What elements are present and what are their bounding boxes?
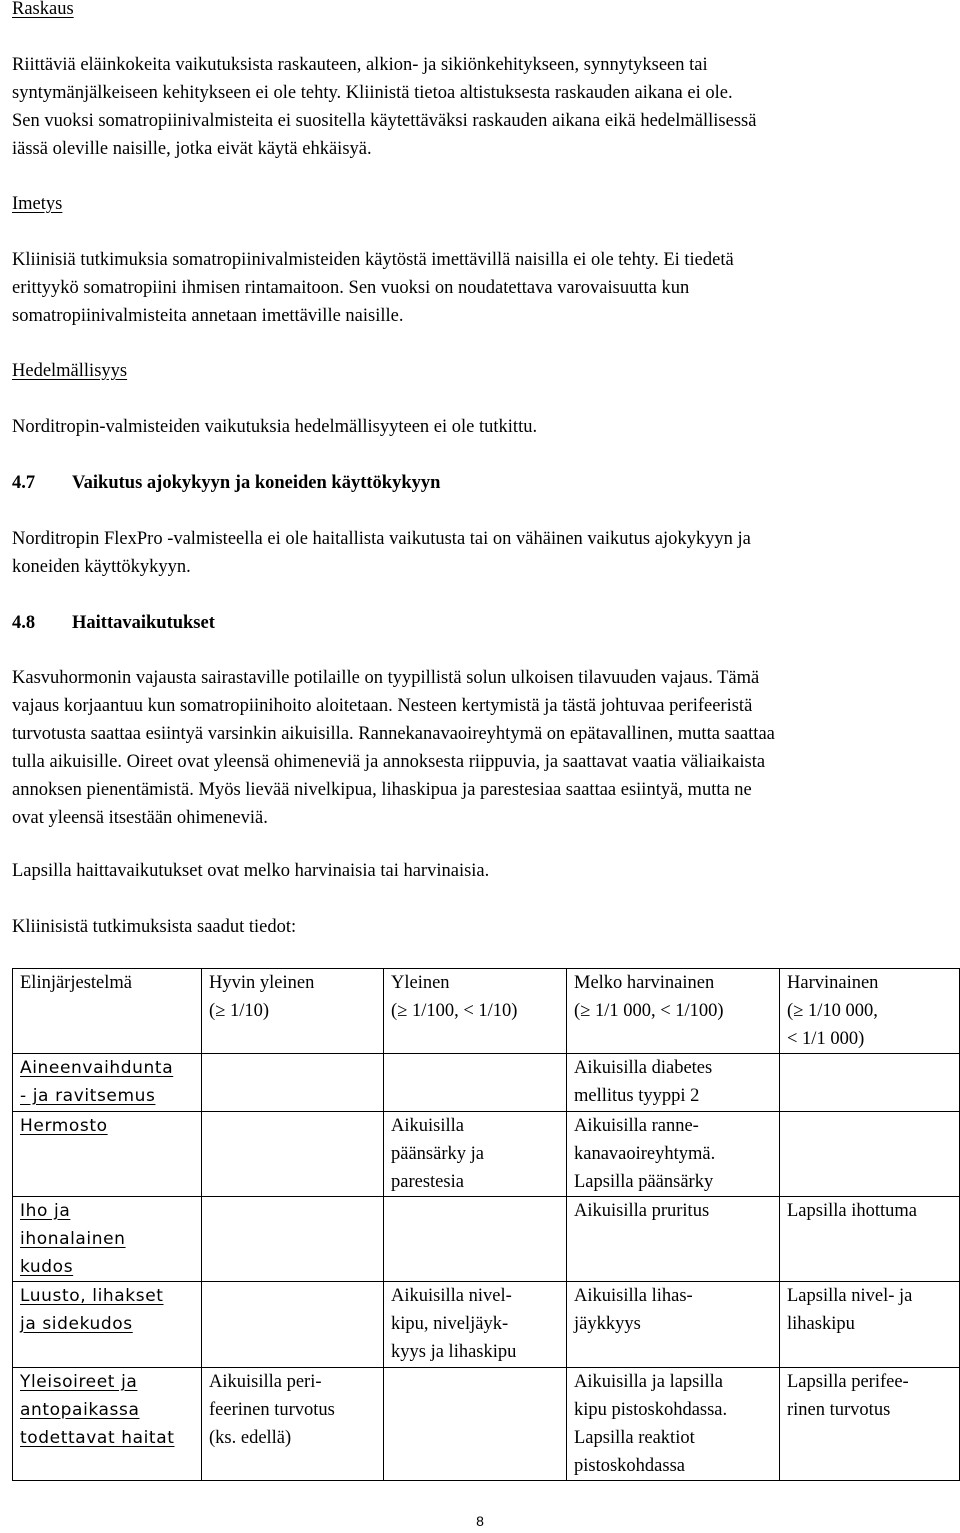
text-line: Sen vuoksi somatropiinivalmisteita ei suositella käytettäväksi raskauden aikana eikä hedelmällisessä (12, 111, 757, 131)
cell-text-line: Aikuisilla ranne- (574, 1116, 699, 1136)
table-cell-organ-class (13, 1112, 202, 1197)
cell-text-line: Aikuisilla pruritus (574, 1201, 710, 1221)
cell-text-line: < 1/1 000) (787, 1029, 865, 1049)
section-number: 4.7 (12, 473, 36, 493)
paragraph-4-8 (12, 664, 775, 832)
paragraph-imetys (12, 246, 734, 330)
paragraph-raskaus (12, 51, 756, 163)
text-line: Riittäviä eläinkokeita vaikutuksista raskauteen, alkion- ja sikiönkehitykseen, synnytykseen tai (12, 55, 708, 75)
table-cell-organ-class (13, 1282, 202, 1368)
cell-text-line: (≥ 1/1 000, < 1/100) (574, 1001, 724, 1021)
cell-text-line: kipu, niveljäyk- (391, 1314, 509, 1334)
cell-text-line: ihonalainen (20, 1229, 126, 1249)
cell-text-line: Aikuisilla lihas- (574, 1286, 693, 1306)
text-line: annoksen pienentämistä. Myös lievää nivelkipua, lihaskipua ja parestesiaa saattaa esiintyä, mutta ne (12, 780, 752, 800)
table-cell-very-common (202, 1368, 384, 1481)
heading-raskaus: Raskaus (12, 0, 74, 19)
section-heading-4-8 (12, 609, 215, 637)
cell-text-line: Aikuisilla peri- (209, 1372, 322, 1392)
table-cell-very-common (202, 1054, 384, 1112)
table-cell-uncommon (567, 1112, 780, 1197)
cell-text-line: Luusto, lihakset (20, 1286, 164, 1306)
table-cell-common (384, 1197, 567, 1282)
cell-text-line: Lapsilla ihottuma (787, 1201, 917, 1221)
cell-text-line: Lapsilla nivel- ja (787, 1286, 913, 1306)
table-cell-very-common (202, 969, 384, 1054)
cell-text-line: (≥ 1/10) (209, 1001, 269, 1021)
cell-text-line: Hermosto (20, 1116, 108, 1136)
section-title: Haittavaikutukset (72, 613, 215, 633)
text-line: Norditropin FlexPro -valmisteella ei ole haitallista vaikutusta tai on vähäinen vaikutus ajokykyyn ja (12, 529, 751, 549)
table-body (13, 969, 960, 1481)
table-cell-organ-class (13, 1197, 202, 1282)
table-cell-common (384, 1368, 567, 1481)
table-cell-uncommon (567, 1054, 780, 1112)
text-line: somatropiinivalmisteita annetaan imettäville naisille. (12, 306, 404, 326)
page-number: 8 (476, 1513, 484, 1529)
cell-text-line: parestesia (391, 1172, 464, 1192)
table-cell-organ-class (13, 1368, 202, 1481)
cell-text-line: Aikuisilla (391, 1116, 464, 1136)
text-line: iässä oleville naisille, jotka eivät käytä ehkäisyä. (12, 139, 372, 159)
section-title: Vaikutus ajokykyyn ja koneiden käyttökykyyn (72, 473, 441, 493)
heading-hedelmallisyys: Hedelmällisyys (12, 361, 128, 381)
cell-text-line: Elinjärjestelmä (20, 973, 132, 993)
table-cell-organ-class (13, 969, 202, 1054)
cell-text-line: Lapsilla perifee- (787, 1372, 909, 1392)
table-row (13, 1054, 960, 1112)
table-cell-uncommon (567, 1197, 780, 1282)
cell-text-line: kyys ja lihaskipu (391, 1342, 517, 1362)
cell-text-line: rinen turvotus (787, 1400, 891, 1420)
paragraph-hedelmallisyys (12, 413, 537, 441)
table-cell-rare (780, 1282, 960, 1368)
cell-text-line: Aineenvaihdunta (20, 1058, 174, 1078)
cell-text-line: Harvinainen (787, 973, 879, 993)
adverse-effects-table (12, 968, 960, 1481)
table-row (13, 1282, 960, 1368)
table-cell-common (384, 1112, 567, 1197)
cell-text-line: Aikuisilla diabetes (574, 1058, 713, 1078)
cell-text-line: jäykkyys (574, 1314, 641, 1334)
cell-text-line: pistoskohdassa (574, 1456, 685, 1476)
cell-text-line: Aikuisilla nivel- (391, 1286, 512, 1306)
cell-text-line: (≥ 1/100, < 1/10) (391, 1001, 518, 1021)
cell-text-line: Aikuisilla ja lapsilla (574, 1372, 724, 1392)
heading-imetys: Imetys (12, 194, 63, 214)
text-line: ovat yleensä itsestään ohimeneviä. (12, 808, 268, 828)
table-cell-uncommon (567, 1282, 780, 1368)
table-cell-common (384, 1282, 567, 1368)
table-cell-very-common (202, 1112, 384, 1197)
text-line: erittyykö somatropiini ihmisen rintamaitoon. Sen vuoksi on noudatettava varovaisuutta kun (12, 278, 690, 298)
cell-text-line: kudos (20, 1257, 74, 1277)
table-cell-rare (780, 1368, 960, 1481)
text-line: tulla aikuisille. Oireet ovat yleensä ohimeneviä ja annoksesta riippuvia, ja saattavat vaatia väliaikaista (12, 752, 766, 772)
table-cell-rare (780, 1054, 960, 1112)
cell-text-line: (≥ 1/10 000, (787, 1001, 878, 1021)
cell-text-line: kipu pistoskohdassa. (574, 1400, 728, 1420)
table-cell-uncommon (567, 969, 780, 1054)
text-line: Kasvuhormonin vajausta sairastaville potilaille on tyypillistä solun ulkoisen tilavuuden vajaus. Tämä (12, 668, 760, 688)
table-cell-rare (780, 969, 960, 1054)
table-cell-very-common (202, 1282, 384, 1368)
text-line: koneiden käyttökykyyn. (12, 557, 191, 577)
cell-text-line: todettavat haitat (20, 1428, 175, 1448)
table-cell-rare (780, 1197, 960, 1282)
table-row (13, 1112, 960, 1197)
cell-text-line: Iho ja (20, 1201, 71, 1221)
text-line: Norditropin-valmisteiden vaikutuksia hedelmällisyyteen ei ole tutkittu. (12, 417, 538, 437)
cell-text-line: (ks. edellä) (209, 1428, 292, 1448)
text-line: turvotusta saattaa esiintyä varsinkin aikuisilla. Rannekanavaoireyhtymä on epätavallinen, mutta saattaa (12, 724, 775, 744)
children-note: Lapsilla haittavaikutukset ovat melko harvinaisia tai harvinaisia. (12, 861, 490, 881)
cell-text-line: Lapsilla reaktiot (574, 1428, 695, 1448)
clinical-note: Kliinisistä tutkimuksista saadut tiedot: (12, 917, 297, 937)
cell-text-line: ja sidekudos (20, 1314, 133, 1334)
cell-text-line: - ja ravitsemus (20, 1086, 156, 1106)
cell-text-line: Lapsilla päänsärky (574, 1172, 714, 1192)
cell-text-line: kanavaoireyhtymä. (574, 1144, 716, 1164)
section-number: 4.8 (12, 613, 36, 633)
cell-text-line: mellitus tyyppi 2 (574, 1086, 700, 1106)
cell-text-line: lihaskipu (787, 1314, 855, 1334)
table-cell-organ-class (13, 1054, 202, 1112)
text-line: syntymänjälkeiseen kehitykseen ei ole tehty. Kliinistä tietoa altistuksesta raskauden aikana ei ole. (12, 83, 733, 103)
cell-text-line: Yleisoireet ja (20, 1372, 138, 1392)
cell-text-line: Hyvin yleinen (209, 973, 315, 993)
cell-text-line: feerinen turvotus (209, 1400, 335, 1420)
table-row (13, 1368, 960, 1481)
table-cell-common (384, 1054, 567, 1112)
section-heading-4-7 (12, 469, 440, 497)
text-line: Kliinisiä tutkimuksia somatropiinivalmisteiden käytöstä imettävillä naisilla ei ole tehty. Ei tiedetä (12, 250, 734, 270)
table-cell-uncommon (567, 1368, 780, 1481)
table-cell-very-common (202, 1197, 384, 1282)
cell-text-line: Melko harvinainen (574, 973, 715, 993)
paragraph-4-7 (12, 525, 751, 581)
text-line: vajaus korjaantuu kun somatropiinihoito aloitetaan. Nesteen kertymistä ja tästä johtuvaa perifeeristä (12, 696, 753, 716)
table-row (13, 1197, 960, 1282)
cell-text-line: päänsärky ja (391, 1144, 484, 1164)
table-cell-rare (780, 1112, 960, 1197)
table-cell-common (384, 969, 567, 1054)
cell-text-line: Yleinen (391, 973, 450, 993)
table-header-row (13, 969, 960, 1054)
cell-text-line: antopaikassa (20, 1400, 140, 1420)
